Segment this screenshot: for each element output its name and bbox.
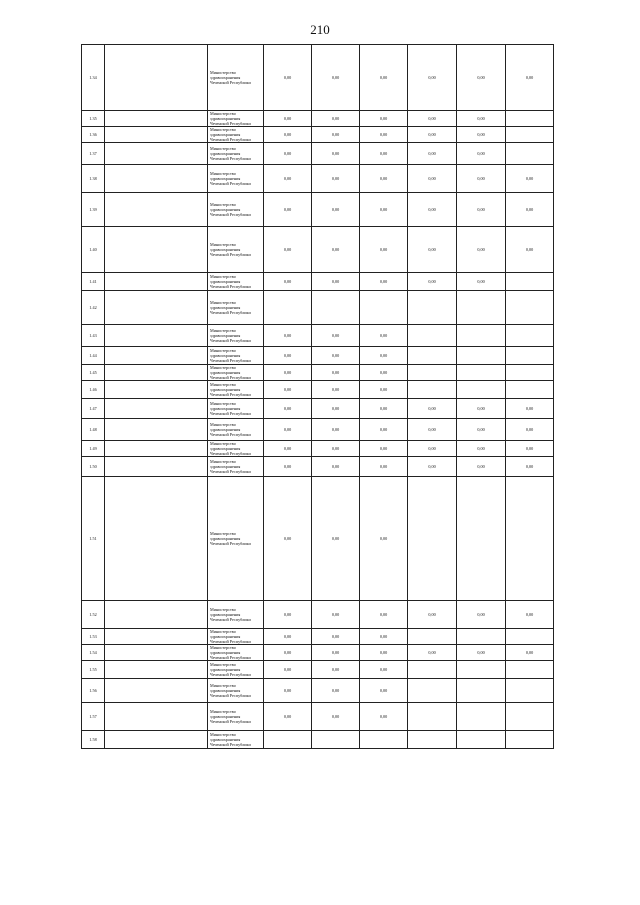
row-value: 0,00 (312, 227, 360, 273)
row-value: 0,00 (312, 441, 360, 457)
row-description (105, 399, 208, 419)
row-value: 0,00 (408, 193, 457, 227)
row-number: 1.36 (82, 127, 105, 143)
row-executor: Министерство здравоохранения Чеченской Республики (208, 731, 264, 749)
row-value: 0,00 (457, 193, 506, 227)
row-executor: Министерство здравоохранения Чеченской Республики (208, 143, 264, 165)
row-value: 0,00 (457, 143, 506, 165)
row-value (457, 661, 506, 679)
row-value: 0,00 (360, 127, 408, 143)
row-value: 0,00 (360, 325, 408, 347)
row-description (105, 273, 208, 291)
row-value: 0,00 (312, 347, 360, 365)
row-value: 0,00 (506, 399, 554, 419)
row-number: 1.46 (82, 381, 105, 399)
row-description (105, 661, 208, 679)
row-value (360, 291, 408, 325)
row-number: 1.54 (82, 645, 105, 661)
table-row (82, 477, 554, 601)
row-value (360, 731, 408, 749)
row-description (105, 703, 208, 731)
row-value: 0,00 (312, 703, 360, 731)
page-number: 210 (310, 22, 330, 37)
row-value (408, 291, 457, 325)
row-executor: Министерство здравоохранения Чеченской Республики (208, 227, 264, 273)
row-value (506, 143, 554, 165)
row-value (506, 365, 554, 381)
row-executor: Министерство здравоохранения Чеченской Республики (208, 419, 264, 441)
row-value (457, 731, 506, 749)
row-value: 0,00 (408, 399, 457, 419)
table-row (82, 441, 554, 457)
row-description (105, 381, 208, 399)
row-value (408, 703, 457, 731)
row-executor: Министерство здравоохранения Чеченской Республики (208, 601, 264, 629)
row-description (105, 347, 208, 365)
row-value: 0,00 (506, 227, 554, 273)
row-number: 1.45 (82, 365, 105, 381)
row-description (105, 679, 208, 703)
row-number: 1.50 (82, 457, 105, 477)
row-value: 0,00 (457, 399, 506, 419)
row-value: 0,00 (457, 127, 506, 143)
row-value (457, 679, 506, 703)
table-row (82, 111, 554, 127)
table-row (82, 273, 554, 291)
row-value: 0,00 (312, 365, 360, 381)
row-value: 0,00 (360, 679, 408, 703)
row-value: 0,00 (264, 325, 312, 347)
row-executor: Министерство здравоохранения Чеченской Республики (208, 629, 264, 645)
row-value: 0,00 (264, 273, 312, 291)
row-value (506, 347, 554, 365)
table-row (82, 381, 554, 399)
row-value: 0,00 (264, 381, 312, 399)
row-value: 0,00 (457, 227, 506, 273)
row-value: 0,00 (264, 629, 312, 645)
row-value: 0,00 (312, 143, 360, 165)
row-value: 0,00 (264, 679, 312, 703)
table-row (82, 601, 554, 629)
row-executor: Министерство здравоохранения Чеченской Республики (208, 127, 264, 143)
row-value (506, 111, 554, 127)
row-executor: Министерство здравоохранения Чеченской Республики (208, 477, 264, 601)
row-value: 0,00 (312, 193, 360, 227)
table-row (82, 629, 554, 645)
row-number: 1.43 (82, 325, 105, 347)
row-value: 0,00 (264, 441, 312, 457)
row-executor: Министерство здравоохранения Чеченской Республики (208, 679, 264, 703)
row-executor: Министерство здравоохранения Чеченской Республики (208, 45, 264, 111)
table-row (82, 399, 554, 419)
row-number: 1.39 (82, 193, 105, 227)
row-number: 1.34 (82, 45, 105, 111)
row-value: 0,00 (312, 601, 360, 629)
row-executor: Министерство здравоохранения Чеченской Республики (208, 381, 264, 399)
row-value: 0,00 (360, 193, 408, 227)
row-value: 0,00 (506, 457, 554, 477)
row-value: 0,00 (312, 679, 360, 703)
row-number: 1.47 (82, 399, 105, 419)
row-value: 0,00 (360, 441, 408, 457)
row-value: 0,00 (360, 143, 408, 165)
row-value: 0,00 (360, 399, 408, 419)
row-value (457, 347, 506, 365)
row-description (105, 365, 208, 381)
row-executor: Министерство здравоохранения Чеченской Республики (208, 399, 264, 419)
row-number: 1.55 (82, 661, 105, 679)
row-value (408, 661, 457, 679)
row-value (506, 477, 554, 601)
row-value (457, 291, 506, 325)
row-executor: Министерство здравоохранения Чеченской Республики (208, 193, 264, 227)
row-value: 0,00 (408, 645, 457, 661)
row-value: 0,00 (360, 601, 408, 629)
row-description (105, 731, 208, 749)
row-description (105, 143, 208, 165)
row-value: 0,00 (506, 45, 554, 111)
row-value: 0,00 (360, 457, 408, 477)
row-description (105, 419, 208, 441)
row-value: 0,00 (506, 441, 554, 457)
row-description (105, 45, 208, 111)
row-executor: Министерство здравоохранения Чеченской Республики (208, 347, 264, 365)
row-executor: Министерство здравоохранения Чеченской Республики (208, 645, 264, 661)
table-row (82, 45, 554, 111)
row-value (457, 365, 506, 381)
row-number: 1.49 (82, 441, 105, 457)
table-row (82, 419, 554, 441)
row-description (105, 601, 208, 629)
table-row (82, 679, 554, 703)
row-description (105, 111, 208, 127)
table-row (82, 703, 554, 731)
row-value: 0,00 (264, 127, 312, 143)
row-number: 1.52 (82, 601, 105, 629)
row-value: 0,00 (312, 325, 360, 347)
row-value: 0,00 (408, 419, 457, 441)
row-value (408, 477, 457, 601)
row-description (105, 291, 208, 325)
row-value (506, 381, 554, 399)
row-description (105, 165, 208, 193)
row-value: 0,00 (360, 111, 408, 127)
row-value: 0,00 (360, 629, 408, 645)
row-value: 0,00 (408, 165, 457, 193)
row-description (105, 193, 208, 227)
row-value: 0,00 (360, 165, 408, 193)
row-description (105, 477, 208, 601)
row-description (105, 227, 208, 273)
row-description (105, 127, 208, 143)
row-value: 0,00 (264, 477, 312, 601)
row-value: 0,00 (312, 419, 360, 441)
row-value: 0,00 (506, 419, 554, 441)
row-value: 0,00 (312, 399, 360, 419)
row-value: 0,00 (264, 661, 312, 679)
row-value: 0,00 (457, 111, 506, 127)
row-value (408, 731, 457, 749)
row-value: 0,00 (312, 477, 360, 601)
row-executor: Министерство здравоохранения Чеченской Республики (208, 365, 264, 381)
row-value: 0,00 (457, 457, 506, 477)
row-description (105, 441, 208, 457)
row-value: 0,00 (264, 399, 312, 419)
row-value (506, 629, 554, 645)
row-value (506, 703, 554, 731)
row-value: 0,00 (360, 45, 408, 111)
table-row (82, 365, 554, 381)
row-value (457, 629, 506, 645)
row-number: 1.40 (82, 227, 105, 273)
row-value: 0,00 (312, 381, 360, 399)
row-value: 0,00 (457, 45, 506, 111)
row-value: 0,00 (408, 227, 457, 273)
row-value: 0,00 (312, 111, 360, 127)
row-value: 0,00 (264, 45, 312, 111)
row-value: 0,00 (264, 419, 312, 441)
row-number: 1.58 (82, 731, 105, 749)
row-value: 0,00 (360, 661, 408, 679)
row-number: 1.42 (82, 291, 105, 325)
row-value (506, 325, 554, 347)
row-value: 0,00 (408, 601, 457, 629)
row-executor: Министерство здравоохранения Чеченской Республики (208, 703, 264, 731)
row-value: 0,00 (408, 45, 457, 111)
row-value: 0,00 (360, 645, 408, 661)
row-value: 0,00 (408, 143, 457, 165)
row-value: 0,00 (264, 111, 312, 127)
row-executor: Министерство здравоохранения Чеченской Республики (208, 457, 264, 477)
row-value: 0,00 (312, 127, 360, 143)
row-number: 1.35 (82, 111, 105, 127)
row-executor: Министерство здравоохранения Чеченской Республики (208, 291, 264, 325)
table-row (82, 165, 554, 193)
row-description (105, 645, 208, 661)
row-value: 0,00 (312, 457, 360, 477)
row-value: 0,00 (360, 273, 408, 291)
row-value: 0,00 (408, 273, 457, 291)
row-value: 0,00 (506, 645, 554, 661)
row-executor: Министерство здравоохранения Чеченской Республики (208, 661, 264, 679)
row-description (105, 457, 208, 477)
row-number: 1.57 (82, 703, 105, 731)
row-value: 0,00 (360, 477, 408, 601)
row-number: 1.56 (82, 679, 105, 703)
row-value: 0,00 (264, 193, 312, 227)
table-row (82, 347, 554, 365)
row-number: 1.41 (82, 273, 105, 291)
row-value: 0,00 (360, 703, 408, 731)
row-value: 0,00 (264, 457, 312, 477)
row-value: 0,00 (264, 143, 312, 165)
row-value: 0,00 (457, 419, 506, 441)
row-value (408, 629, 457, 645)
row-value: 0,00 (264, 165, 312, 193)
row-executor: Министерство здравоохранения Чеченской Республики (208, 325, 264, 347)
row-value: 0,00 (360, 347, 408, 365)
row-value: 0,00 (457, 273, 506, 291)
row-value (457, 703, 506, 731)
row-number: 1.44 (82, 347, 105, 365)
row-value: 0,00 (312, 273, 360, 291)
row-value: 0,00 (264, 347, 312, 365)
row-value (506, 127, 554, 143)
row-value (408, 365, 457, 381)
row-value: 0,00 (457, 165, 506, 193)
row-value: 0,00 (408, 457, 457, 477)
row-value: 0,00 (408, 127, 457, 143)
row-description (105, 325, 208, 347)
row-value: 0,00 (408, 441, 457, 457)
row-number: 1.51 (82, 477, 105, 601)
row-value: 0,00 (506, 601, 554, 629)
row-value: 0,00 (264, 365, 312, 381)
row-value (264, 731, 312, 749)
row-value: 0,00 (264, 227, 312, 273)
table-row (82, 325, 554, 347)
row-executor: Министерство здравоохранения Чеченской Республики (208, 273, 264, 291)
row-executor: Министерство здравоохранения Чеченской Республики (208, 111, 264, 127)
row-value: 0,00 (457, 601, 506, 629)
row-value: 0,00 (312, 629, 360, 645)
row-value (506, 661, 554, 679)
row-value (457, 325, 506, 347)
row-value (264, 291, 312, 325)
table-row (82, 645, 554, 661)
table-row (82, 143, 554, 165)
table-row (82, 731, 554, 749)
row-executor: Министерство здравоохранения Чеченской Республики (208, 165, 264, 193)
row-value (457, 381, 506, 399)
row-number: 1.53 (82, 629, 105, 645)
row-value: 0,00 (506, 165, 554, 193)
table-row (82, 661, 554, 679)
table-row (82, 193, 554, 227)
row-value (312, 291, 360, 325)
row-number: 1.38 (82, 165, 105, 193)
row-value: 0,00 (264, 645, 312, 661)
row-value: 0,00 (360, 419, 408, 441)
row-value: 0,00 (312, 165, 360, 193)
row-executor: Министерство здравоохранения Чеченской Республики (208, 441, 264, 457)
row-value (408, 679, 457, 703)
row-value: 0,00 (264, 703, 312, 731)
row-value (457, 477, 506, 601)
budget-table (81, 44, 554, 749)
row-value: 0,00 (360, 381, 408, 399)
table-row (82, 291, 554, 325)
row-value (408, 381, 457, 399)
row-value: 0,00 (312, 45, 360, 111)
row-value (408, 325, 457, 347)
row-value (506, 291, 554, 325)
row-value: 0,00 (360, 227, 408, 273)
row-number: 1.48 (82, 419, 105, 441)
row-value (506, 679, 554, 703)
row-description (105, 629, 208, 645)
row-value: 0,00 (312, 645, 360, 661)
row-value: 0,00 (408, 111, 457, 127)
row-value (506, 731, 554, 749)
row-value: 0,00 (506, 193, 554, 227)
row-value: 0,00 (360, 365, 408, 381)
table-row (82, 457, 554, 477)
row-value (506, 273, 554, 291)
row-value: 0,00 (264, 601, 312, 629)
row-value (312, 731, 360, 749)
table-row (82, 227, 554, 273)
row-value: 0,00 (457, 441, 506, 457)
row-value: 0,00 (457, 645, 506, 661)
row-value (408, 347, 457, 365)
table-row (82, 127, 554, 143)
row-number: 1.37 (82, 143, 105, 165)
row-value: 0,00 (312, 661, 360, 679)
